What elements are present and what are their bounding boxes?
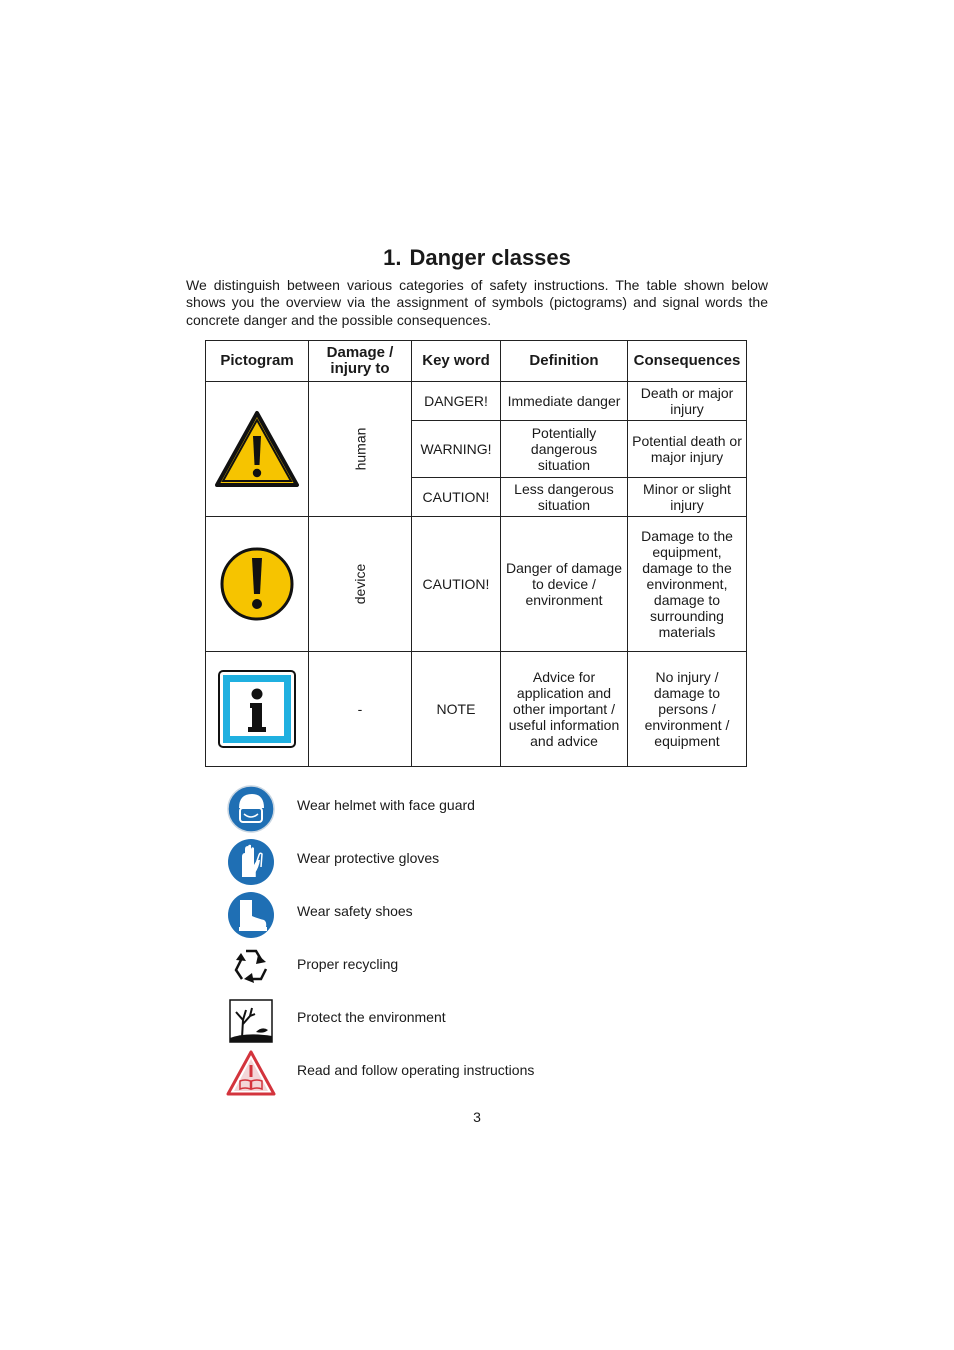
protective-gloves-icon: [226, 837, 276, 887]
definition-cell: Danger of damage to device / environment: [501, 517, 628, 652]
consequences-cell: Potential death or major injury: [628, 421, 747, 478]
recycling-icon: [226, 943, 276, 993]
keyword-cell: NOTE: [412, 652, 501, 767]
definition-cell: Immediate danger: [501, 382, 628, 421]
sign-label: Wear safety shoes: [297, 903, 413, 919]
consequences-cell: No injury / damage to persons / environment / equipment: [628, 652, 747, 767]
table-row: [206, 517, 747, 652]
keyword-cell: CAUTION!: [412, 478, 501, 517]
header-damage: Damage / injury to: [309, 341, 412, 382]
keyword-cell: WARNING!: [412, 421, 501, 478]
keyword-cell: CAUTION!: [412, 517, 501, 652]
read-instructions-icon: [226, 1049, 276, 1099]
section-number: 1.: [383, 245, 402, 270]
page-title: [0, 245, 954, 271]
damage-label-device: device: [352, 563, 368, 605]
environment-icon: [226, 996, 276, 1046]
list-item: [226, 784, 726, 834]
header-definition: Definition: [501, 341, 628, 382]
info-icon: [217, 669, 297, 749]
damage-cell-human: [309, 382, 412, 517]
pictogram-cell: [206, 517, 309, 652]
warning-triangle-icon: [213, 409, 301, 489]
header-keyword: Key word: [412, 341, 501, 382]
section-title: Danger classes: [409, 245, 571, 270]
header-pictogram: Pictogram: [206, 341, 309, 382]
sign-label: Read and follow operating instructions: [297, 1062, 535, 1078]
consequences-cell: Death or major injury: [628, 382, 747, 421]
header-consequences: Consequences: [628, 341, 747, 382]
sign-label: Protect the environment: [297, 1009, 446, 1025]
sign-label: Wear protective gloves: [297, 850, 440, 866]
pictogram-cell: [206, 382, 309, 517]
sign-label: Wear helmet with face guard: [297, 797, 475, 813]
list-item: [226, 996, 726, 1046]
sign-label: Proper recycling: [297, 956, 399, 972]
safety-shoes-icon: [226, 890, 276, 940]
damage-cell-note: -: [309, 652, 412, 767]
list-item: [226, 1049, 726, 1099]
page-number: 3: [473, 1109, 481, 1125]
consequences-cell: Damage to the equipment, damage to the environment, damage to surrounding materials: [628, 517, 747, 652]
table-row: [206, 652, 747, 767]
table-header-row: [206, 341, 747, 382]
helmet-face-guard-icon: [226, 784, 276, 834]
table-row: [206, 382, 747, 421]
damage-cell-device: [309, 517, 412, 652]
danger-classes-table: [205, 340, 747, 767]
list-item: [226, 890, 726, 940]
list-item: [226, 837, 726, 887]
definition-cell: Less dangerous situation: [501, 478, 628, 517]
definition-cell: Advice for application and other important / useful information and advice: [501, 652, 628, 767]
keyword-cell: DANGER!: [412, 382, 501, 421]
definition-cell: Potentially dangerous situation: [501, 421, 628, 478]
list-item: [226, 943, 726, 993]
intro-paragraph: We distinguish between various categories of safety instructions. The table shown below shows you the overview via the assignment of symbols (pictograms) and signal words the concrete danger and the possible consequences.: [186, 277, 768, 328]
damage-label-human: human: [352, 427, 368, 471]
caution-circle-icon: [219, 546, 295, 622]
pictogram-cell: [206, 652, 309, 767]
consequences-cell: Minor or slight injury: [628, 478, 747, 517]
